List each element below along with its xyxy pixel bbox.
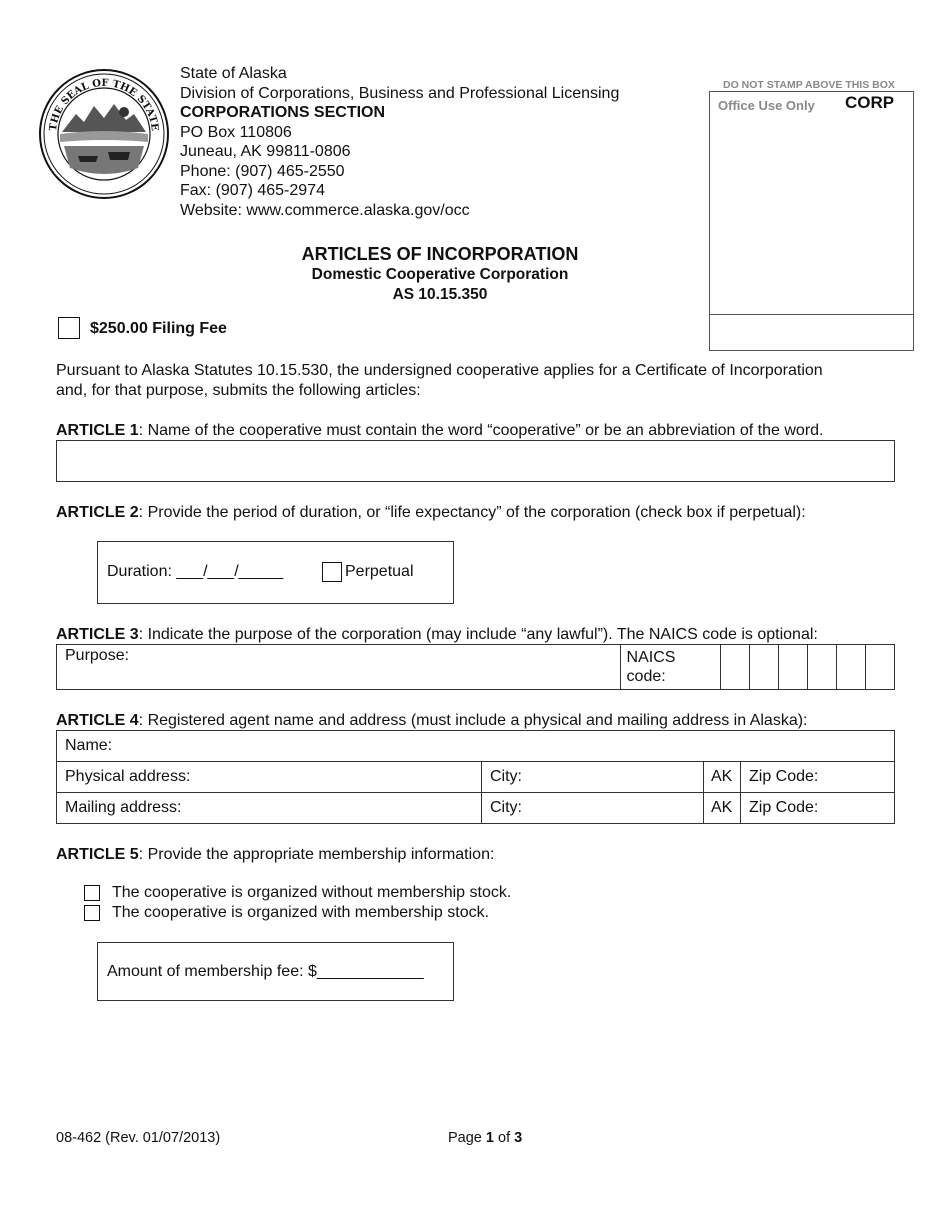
header-website[interactable]: Website: www.commerce.alaska.gov/occ	[180, 201, 470, 219]
title-sub: Domestic Cooperative Corporation	[311, 266, 569, 283]
registered-agent-table	[56, 730, 895, 824]
header-city-zip: Juneau, AK 99811-0806	[180, 143, 351, 160]
corp-label: CORP	[845, 93, 895, 112]
header-division: Division of Corporations, Business and Professional Licensing	[180, 84, 620, 102]
article-4-heading	[56, 711, 807, 731]
intro-line-1: Pursuant to Alaska Statutes 10.15.530, the undersigned cooperative applies for a Certificate of Incorporation	[56, 362, 823, 379]
article-3-label: ARTICLE 3	[56, 626, 139, 643]
article-2-label: ARTICLE 2	[56, 504, 139, 521]
perpetual-label: Perpetual	[345, 563, 414, 580]
filing-fee-label: $250.00 Filing Fee	[90, 320, 227, 337]
naics-label-cell	[620, 645, 721, 690]
header-fax: Fax: (907) 465-2974	[180, 182, 325, 199]
article-5-text: : Provide the appropriate membership information:	[138, 846, 495, 863]
article-2-text: : Provide the period of duration, or “life expectancy” of the corporation (check box if perpetual):	[138, 504, 806, 521]
header-po-box: PO Box 110806	[180, 123, 292, 141]
stamp-note: DO NOT STAMP ABOVE THIS BOX	[723, 79, 895, 91]
physical-zip-cell[interactable]	[741, 762, 895, 793]
mailing-city-label: City:	[490, 799, 522, 816]
physical-address-cell[interactable]	[57, 762, 482, 793]
purpose-cell[interactable]	[57, 645, 621, 690]
title-main: ARTICLES OF INCORPORATION	[301, 244, 579, 264]
form-title	[200, 244, 680, 305]
naics-digit-4[interactable]	[808, 645, 837, 690]
header-phone: Phone: (907) 465-2550	[180, 162, 345, 180]
mailing-state-label: AK	[711, 799, 733, 816]
naics-digit-2[interactable]	[750, 645, 779, 690]
physical-city-label: City:	[490, 768, 522, 785]
office-use-box	[709, 91, 914, 351]
physical-address-label: Physical address:	[65, 768, 191, 785]
article-4-text: : Registered agent name and address (must include a physical and mailing address in Alaska):	[138, 712, 808, 729]
article-4-label: ARTICLE 4	[56, 712, 139, 729]
form-number: 08-462 (Rev. 01/07/2013)	[56, 1130, 221, 1146]
state-seal	[38, 68, 170, 200]
with-stock-label: The cooperative is organized with membership stock.	[112, 904, 490, 921]
article-5-heading	[56, 845, 494, 865]
duration-field[interactable]: Duration: ___/___/_____	[107, 563, 284, 580]
purpose-label: Purpose:	[65, 647, 130, 664]
title-statute: AS 10.15.350	[392, 286, 488, 303]
filing-fee-checkbox[interactable]	[58, 317, 80, 339]
article-2-heading	[56, 503, 806, 523]
naics-label-line-2: code:	[626, 668, 666, 685]
purpose-table	[56, 644, 895, 690]
page-current: 1	[485, 1130, 494, 1146]
agent-name-label: Name:	[65, 737, 113, 754]
naics-digit-3[interactable]	[779, 645, 808, 690]
mailing-zip-cell[interactable]	[741, 793, 895, 824]
mailing-city-cell[interactable]	[482, 793, 704, 824]
intro-line-2: and, for that purpose, submits the following articles:	[56, 382, 421, 399]
mailing-zip-label: Zip Code:	[749, 799, 819, 816]
page-mid: of	[493, 1130, 515, 1146]
with-stock-checkbox[interactable]	[84, 905, 100, 921]
article-1-label: ARTICLE 1	[56, 422, 139, 439]
article-1-heading	[56, 421, 824, 441]
naics-digit-1[interactable]	[721, 645, 750, 690]
page-total: 3	[514, 1130, 523, 1146]
naics-label-line-1: NAICS	[626, 649, 676, 666]
naics-digit-6[interactable]	[866, 645, 895, 690]
without-stock-checkbox[interactable]	[84, 885, 100, 901]
mailing-state-cell	[704, 793, 741, 824]
mailing-address-label: Mailing address:	[65, 799, 182, 816]
page-indicator	[448, 1130, 522, 1146]
agent-name-cell[interactable]	[57, 731, 895, 762]
page-prefix: Page	[448, 1130, 486, 1146]
physical-state-cell	[704, 762, 741, 793]
header-state: State of Alaska	[180, 65, 287, 82]
article-3-heading	[56, 625, 818, 645]
cooperative-name-field[interactable]	[56, 440, 895, 482]
perpetual-checkbox[interactable]	[322, 562, 342, 582]
article-3-text: : Indicate the purpose of the corporation (may include “any lawful”). The NAICS code is optional:	[138, 626, 818, 643]
article-1-text: : Name of the cooperative must contain the word “cooperative” or be an abbreviation of the word.	[138, 422, 824, 439]
mailing-address-cell[interactable]	[57, 793, 482, 824]
physical-zip-label: Zip Code:	[749, 768, 819, 785]
article-5-label: ARTICLE 5	[56, 846, 139, 863]
office-use-label: Office Use Only	[718, 98, 815, 113]
seal-top-text: THE SEAL OF THE STATE	[48, 77, 160, 132]
physical-state-label: AK	[711, 768, 733, 785]
office-box-divider	[710, 314, 913, 315]
physical-city-cell[interactable]	[482, 762, 704, 793]
without-stock-label: The cooperative is organized without membership stock.	[112, 884, 512, 901]
membership-fee-field[interactable]: Amount of membership fee: $____________	[107, 963, 424, 980]
naics-digit-5[interactable]	[837, 645, 866, 690]
header-section: CORPORATIONS SECTION	[180, 104, 386, 121]
